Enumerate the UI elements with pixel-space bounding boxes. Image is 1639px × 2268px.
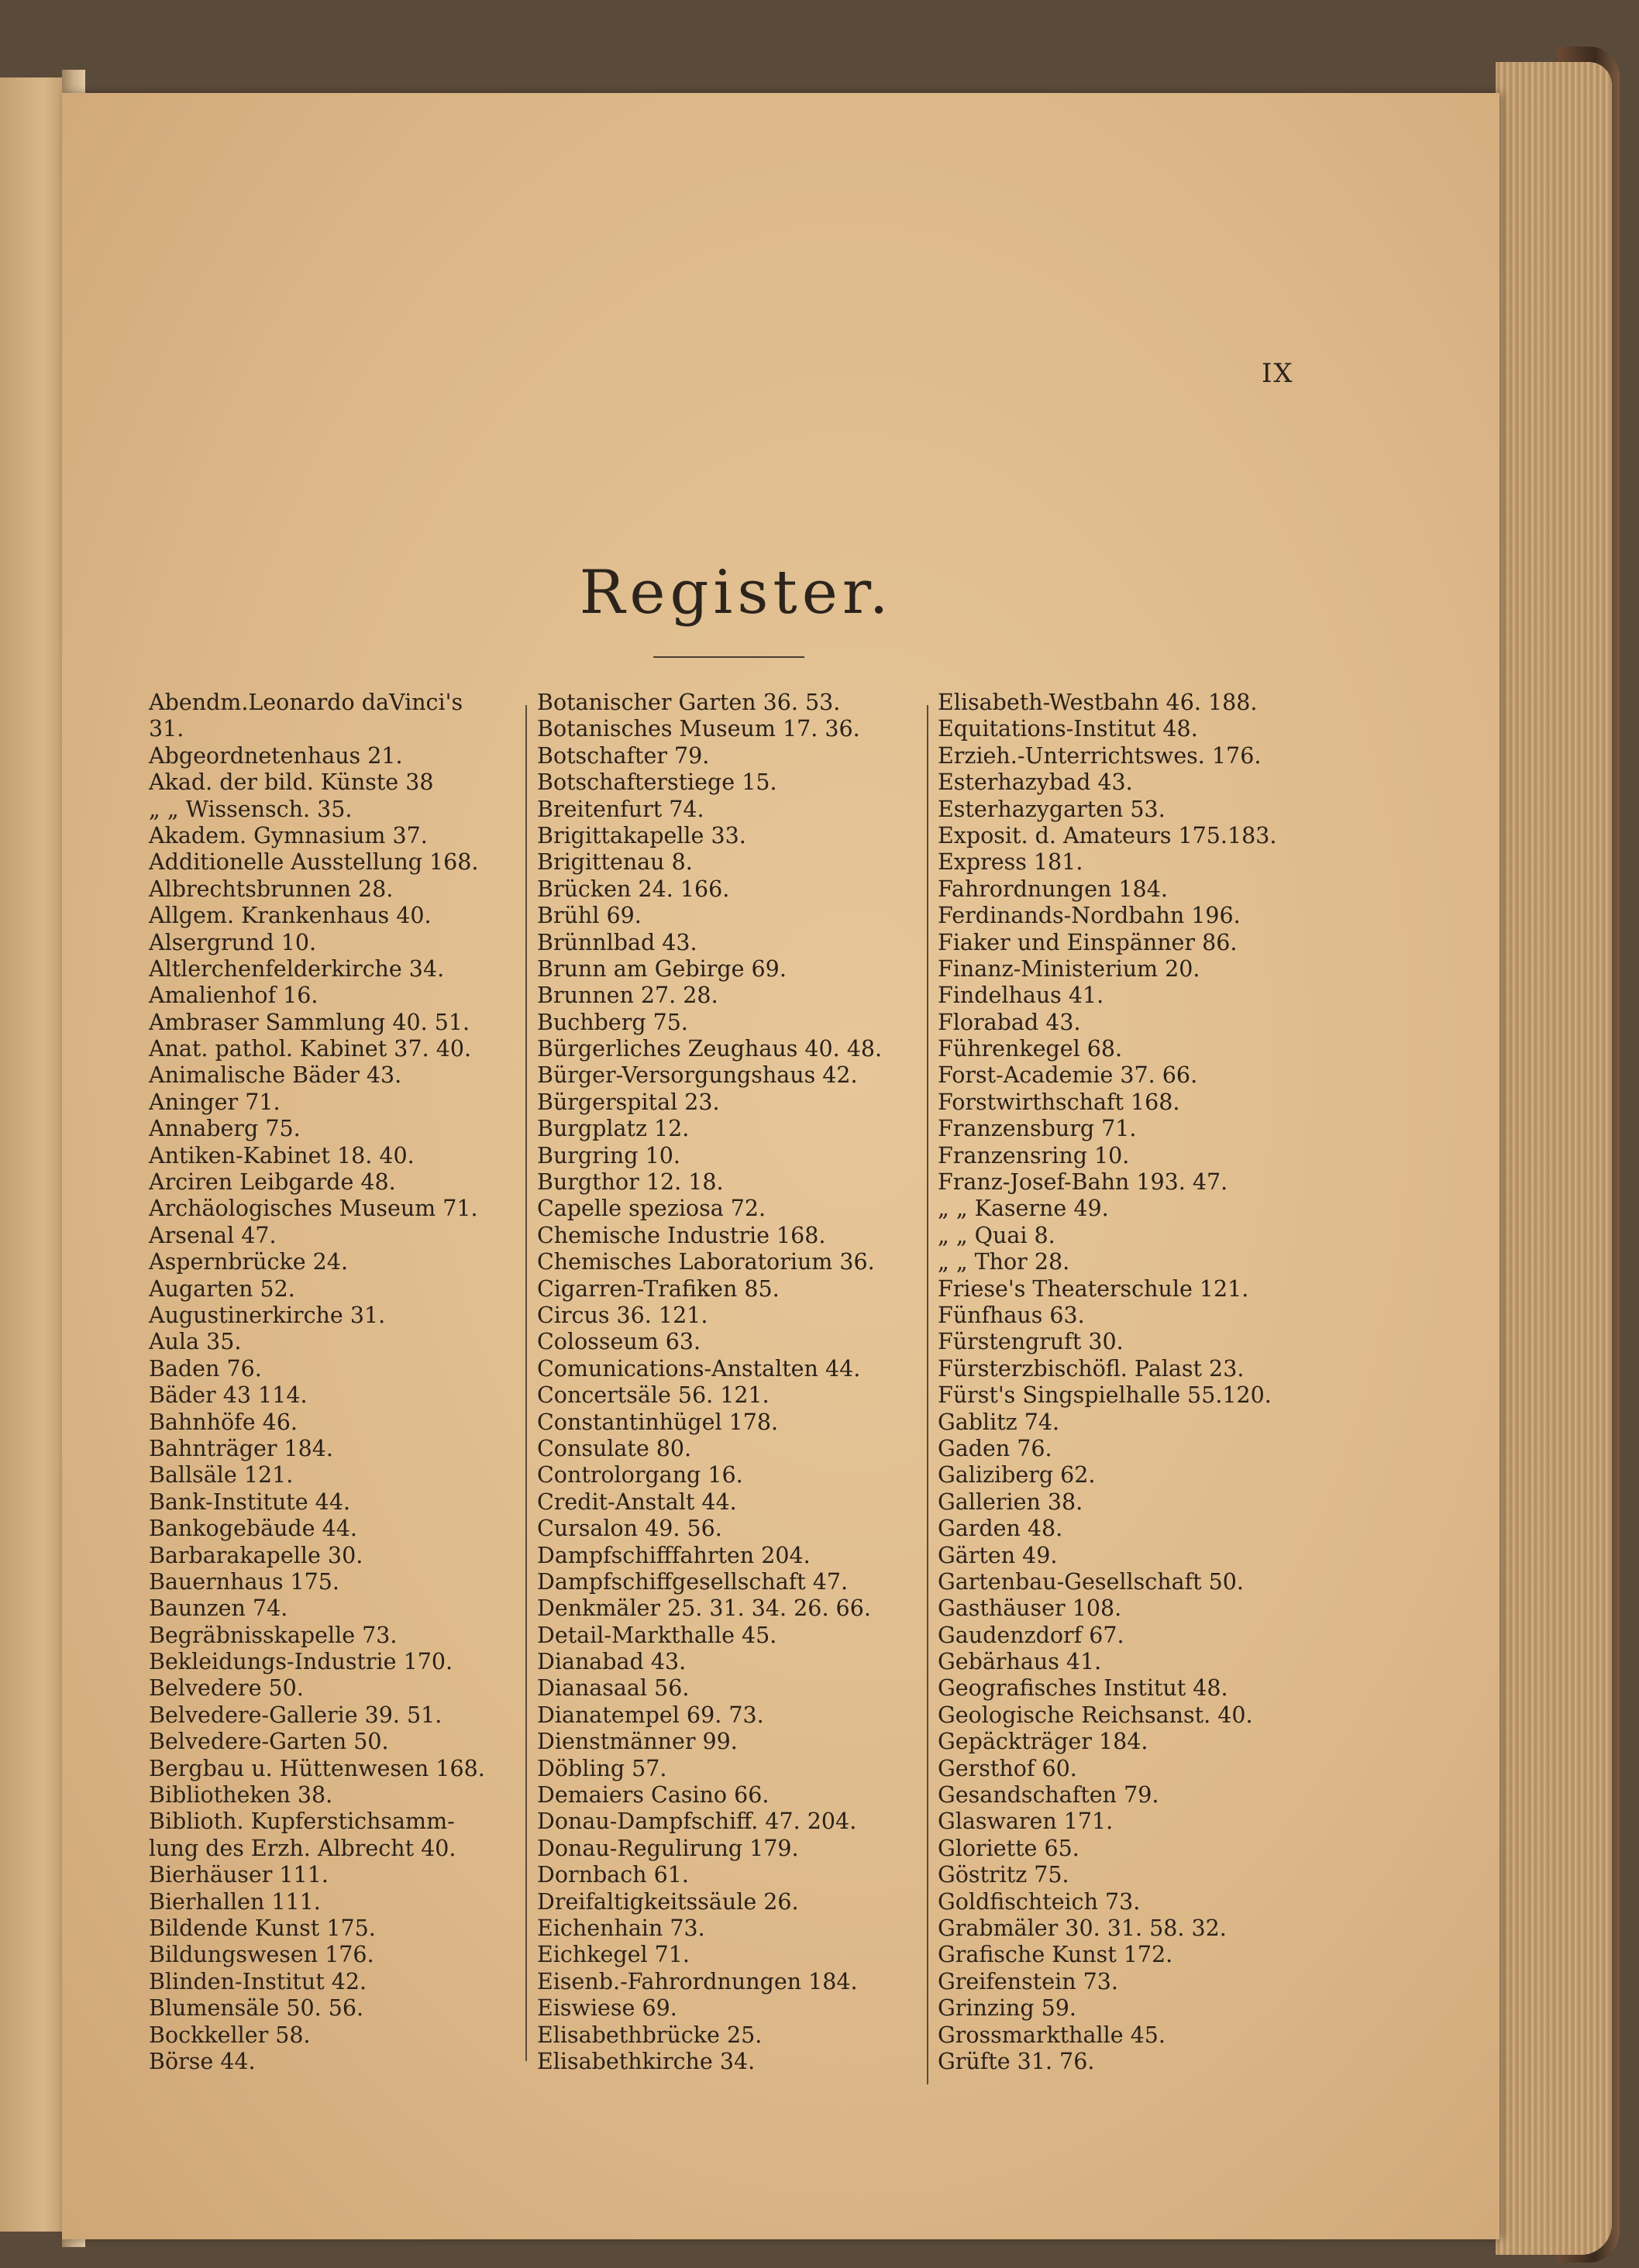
index-entry: Gärten 49.: [938, 1542, 1058, 1568]
index-entry: Controlorgang 16.: [537, 1462, 743, 1488]
index-entry: Gebärhaus 41.: [938, 1649, 1102, 1675]
index-entry: Aula 35.: [149, 1329, 242, 1355]
index-entry: Additionelle Ausstellung 168.: [149, 849, 479, 876]
index-entry: lung des Erzh. Albrecht 40.: [149, 1835, 456, 1861]
index-entry: Blumensäle 50. 56.: [149, 1995, 364, 2022]
index-entry: Botanischer Garten 36. 53.: [537, 690, 841, 715]
index-entry: Buchberg 75.: [537, 1009, 688, 1035]
index-entry: Akad. der bild. Künste 38: [149, 769, 434, 796]
index-entry: Elisabethkirche 34.: [537, 2048, 756, 2074]
index-entry: Bierhäuser 111.: [149, 1862, 329, 1888]
index-entry: Galiziberg 62.: [938, 1462, 1096, 1488]
index-entry: Bank-Institute 44.: [149, 1488, 351, 1515]
index-entry: Baunzen 74.: [149, 1595, 288, 1622]
page-number: IX: [1262, 358, 1294, 389]
index-entry: Arsenal 47.: [149, 1222, 277, 1248]
index-entry: Gaudenzdorf 67.: [938, 1622, 1124, 1648]
index-entry: „ „ Kaserne 49.: [938, 1196, 1109, 1222]
index-entry: Baden 76.: [149, 1355, 262, 1382]
index-entry: Grinzing 59.: [938, 1995, 1076, 2022]
index-entry: Finanz-Ministerium 20.: [938, 955, 1200, 982]
index-entry: Eiswiese 69.: [537, 1995, 677, 2022]
index-entry: Geografisches Institut 48.: [938, 1675, 1228, 1702]
index-entry: Gloriette 65.: [938, 1835, 1079, 1861]
index-entry: Gasthäuser 108.: [938, 1595, 1122, 1622]
index-entry: Eisenb.-Fahrordnungen 184.: [537, 1968, 858, 1994]
index-entry: Grabmäler 30. 31. 58. 32.: [938, 1915, 1227, 1941]
index-entry: Denkmäler 25. 31. 34. 26. 66.: [537, 1595, 871, 1622]
index-entry: Florabad 43.: [938, 1009, 1081, 1035]
index-entry: Belvedere 50.: [149, 1675, 304, 1702]
index-entry: Franz-Josef-Bahn 193. 47.: [938, 1169, 1228, 1196]
index-entry: „ „ Thor 28.: [938, 1249, 1070, 1275]
index-entry: Exposit. d. Amateurs 175.183.: [938, 822, 1277, 848]
register-page: [62, 93, 1500, 2239]
index-entry: Elisabeth-Westbahn 46. 188.: [938, 690, 1258, 715]
index-entry: Belvedere-Garten 50.: [149, 1729, 389, 1755]
index-entry: Fünfhaus 63.: [938, 1302, 1085, 1328]
index-entry: Garden 48.: [938, 1516, 1063, 1542]
index-entry: Constantinhügel 178.: [537, 1409, 779, 1435]
page-title: Register.: [579, 558, 894, 628]
index-entry: Esterhazybad 43.: [938, 769, 1133, 796]
index-entry: Ambraser Sammlung 40. 51.: [149, 1009, 470, 1035]
index-entry: Augarten 52.: [149, 1275, 295, 1302]
index-entry: Albrechtsbrunnen 28.: [149, 876, 394, 902]
index-entry: Greifenstein 73.: [938, 1968, 1118, 1994]
index-entry: Brigittenau 8.: [537, 849, 693, 876]
index-entry: Gartenbau-Gesellschaft 50.: [938, 1568, 1244, 1595]
index-entry: „ „ Wissensch. 35.: [149, 796, 353, 822]
index-entry: Dianabad 43.: [537, 1649, 687, 1675]
index-entry: Gallerien 38.: [938, 1488, 1083, 1515]
index-entry: Brünnlbad 43.: [537, 929, 697, 955]
index-entry: Alsergrund 10.: [149, 929, 317, 955]
index-entry: Fürstengruft 30.: [938, 1329, 1124, 1355]
index-entry: Franzensring 10.: [938, 1142, 1130, 1168]
index-entry: Biblioth. Kupferstichsamm-: [149, 1809, 455, 1835]
index-entry: Döbling 57.: [537, 1755, 667, 1781]
index-entry: Grüfte 31. 76.: [938, 2048, 1095, 2074]
index-entry: Forstwirthschaft 168.: [938, 1089, 1180, 1115]
index-entry: Führenkegel 68.: [938, 1036, 1123, 1062]
index-entry: Geologische Reichsanst. 40.: [938, 1702, 1253, 1728]
index-entry: Glaswaren 171.: [938, 1809, 1114, 1835]
index-entry: Börse 44.: [149, 2048, 256, 2074]
index-entry: Chemische Industrie 168.: [537, 1222, 826, 1248]
page-edges: [1496, 62, 1612, 2255]
index-column-3: [938, 690, 1325, 2075]
index-column-1: [149, 690, 513, 2075]
index-entry: Dianasaal 56.: [537, 1675, 690, 1702]
index-entry: Ferdinands-Nordbahn 196.: [938, 903, 1241, 929]
index-entry: Brunn am Gebirge 69.: [537, 955, 787, 982]
index-entry: Brigittakapelle 33.: [537, 822, 746, 848]
index-entry: Belvedere-Gallerie 39. 51.: [149, 1702, 442, 1728]
index-entry: Bankogebäude 44.: [149, 1516, 357, 1542]
index-entry: Capelle speziosa 72.: [537, 1196, 766, 1222]
index-entry: Credit-Anstalt 44.: [537, 1488, 737, 1515]
index-entry: Allgem. Krankenhaus 40.: [149, 903, 432, 929]
index-entry: Dornbach 61.: [537, 1862, 689, 1888]
index-entry: Altlerchenfelderkirche 34.: [149, 955, 445, 982]
index-entry: Forst-Academie 37. 66.: [938, 1062, 1198, 1089]
index-entry: „ „ Quai 8.: [938, 1222, 1055, 1248]
title-divider: [653, 656, 804, 658]
index-entry: Eichkegel 71.: [537, 1942, 690, 1968]
index-entry: Annaberg 75.: [149, 1116, 301, 1142]
index-entry: Fiaker und Einspänner 86.: [938, 929, 1238, 955]
index-entry: Comunications-Anstalten 44.: [537, 1355, 861, 1382]
index-entry: Erzieh.-Unterrichtswes. 176.: [938, 742, 1262, 769]
index-entry: Aspernbrücke 24.: [149, 1249, 349, 1275]
index-entry: Donau-Dampfschiff. 47. 204.: [537, 1809, 857, 1835]
index-entry: Breitenfurt 74.: [537, 796, 704, 822]
index-entry: Bürgerliches Zeughaus 40. 48.: [537, 1036, 883, 1062]
index-entry: Begräbnisskapelle 73.: [149, 1622, 398, 1648]
index-entry: Abendm.Leonardo daVinci's: [149, 690, 463, 715]
index-entry: Demaiers Casino 66.: [537, 1782, 770, 1809]
index-entry: Gepäckträger 184.: [938, 1729, 1148, 1755]
index-entry: Antiken-Kabinet 18. 40.: [149, 1142, 415, 1168]
index-entry: Detail-Markthalle 45.: [537, 1622, 777, 1648]
index-entry: Eichenhain 73.: [537, 1915, 705, 1941]
index-entry: Barbarakapelle 30.: [149, 1542, 363, 1568]
index-entry: Dampfschifffahrten 204.: [537, 1542, 811, 1568]
index-entry: Burgplatz 12.: [537, 1116, 690, 1142]
index-entry: Grossmarkthalle 45.: [938, 2022, 1166, 2048]
index-entry: Burgring 10.: [537, 1142, 680, 1168]
index-entry: Bildende Kunst 175.: [149, 1915, 376, 1941]
index-entry: Botanisches Museum 17. 36.: [537, 716, 860, 742]
index-entry: Bekleidungs-Industrie 170.: [149, 1649, 453, 1675]
index-entry: Akadem. Gymnasium 37.: [149, 822, 428, 848]
column-divider-2: [927, 705, 928, 2084]
column-divider-1: [525, 705, 527, 2061]
index-entry: Abgeordnetenhaus 21.: [149, 742, 403, 769]
index-entry: Anat. pathol. Kabinet 37. 40.: [149, 1036, 472, 1062]
index-entry: Gablitz 74.: [938, 1409, 1060, 1435]
index-entry: 31.: [149, 716, 184, 742]
index-entry: Bahnträger 184.: [149, 1435, 333, 1461]
index-entry: Colosseum 63.: [537, 1329, 701, 1355]
index-entry: Cursalon 49. 56.: [537, 1516, 722, 1542]
index-entry: Cigarren-Trafiken 85.: [537, 1275, 780, 1302]
index-entry: Gaden 76.: [938, 1435, 1052, 1461]
index-entry: Bibliotheken 38.: [149, 1782, 333, 1809]
index-entry: Botschafterstiege 15.: [537, 769, 777, 796]
index-entry: Grafische Kunst 172.: [938, 1942, 1173, 1968]
index-entry: Consulate 80.: [537, 1435, 692, 1461]
index-entry: Bauernhaus 175.: [149, 1568, 339, 1595]
index-entry: Gersthof 60.: [938, 1755, 1077, 1781]
index-entry: Bürgerspital 23.: [537, 1089, 720, 1115]
index-entry: Elisabethbrücke 25.: [537, 2022, 763, 2048]
index-entry: Archäologisches Museum 71.: [149, 1196, 478, 1222]
index-entry: Findelhaus 41.: [938, 983, 1104, 1009]
index-entry: Equitations-Institut 48.: [938, 716, 1198, 742]
index-entry: Dreifaltigkeitssäule 26.: [537, 1888, 799, 1915]
index-entry: Esterhazygarten 53.: [938, 796, 1166, 822]
index-entry: Brühl 69.: [537, 903, 642, 929]
index-entry: Bierhallen 111.: [149, 1888, 321, 1915]
index-entry: Bockkeller 58.: [149, 2022, 311, 2048]
index-entry: Ballsäle 121.: [149, 1462, 294, 1488]
index-entry: Göstritz 75.: [938, 1862, 1069, 1888]
index-entry: Express 181.: [938, 849, 1083, 876]
index-entry: Brücken 24. 166.: [537, 876, 730, 902]
index-entry: Arciren Leibgarde 48.: [149, 1169, 396, 1196]
index-entry: Animalische Bäder 43.: [149, 1062, 402, 1089]
index-entry: Donau-Regulirung 179.: [537, 1835, 799, 1861]
index-entry: Circus 36. 121.: [537, 1302, 708, 1328]
index-entry: Fahrordnungen 184.: [938, 876, 1168, 902]
index-entry: Friese's Theaterschule 121.: [938, 1275, 1249, 1302]
index-entry: Bahnhöfe 46.: [149, 1409, 298, 1435]
index-entry: Botschafter 79.: [537, 742, 710, 769]
index-entry: Dianatempel 69. 73.: [537, 1702, 764, 1728]
index-column-2: [537, 690, 917, 2075]
index-entry: Bergbau u. Hüttenwesen 168.: [149, 1755, 485, 1781]
index-entry: Dienstmänner 99.: [537, 1729, 738, 1755]
index-entry: Blinden-Institut 42.: [149, 1968, 367, 1994]
index-entry: Bildungswesen 176.: [149, 1942, 374, 1968]
index-entry: Chemisches Laboratorium 36.: [537, 1249, 875, 1275]
index-entry: Aninger 71.: [149, 1089, 281, 1115]
index-entry: Dampfschiffgesellschaft 47.: [537, 1568, 849, 1595]
index-entry: Goldfischteich 73.: [938, 1888, 1141, 1915]
index-entry: Bäder 43 114.: [149, 1382, 308, 1409]
index-entry: Franzensburg 71.: [938, 1116, 1137, 1142]
index-entry: Bürger-Versorgungshaus 42.: [537, 1062, 858, 1089]
index-entry: Concertsäle 56. 121.: [537, 1382, 770, 1409]
index-entry: Augustinerkirche 31.: [149, 1302, 386, 1328]
index-entry: Amalienhof 16.: [149, 983, 319, 1009]
index-entry: Fürsterzbischöfl. Palast 23.: [938, 1355, 1245, 1382]
index-entry: Fürst's Singspielhalle 55.120.: [938, 1382, 1272, 1409]
index-entry: Burgthor 12. 18.: [537, 1169, 724, 1196]
index-entry: Gesandschaften 79.: [938, 1782, 1159, 1809]
index-entry: Brunnen 27. 28.: [537, 983, 718, 1009]
